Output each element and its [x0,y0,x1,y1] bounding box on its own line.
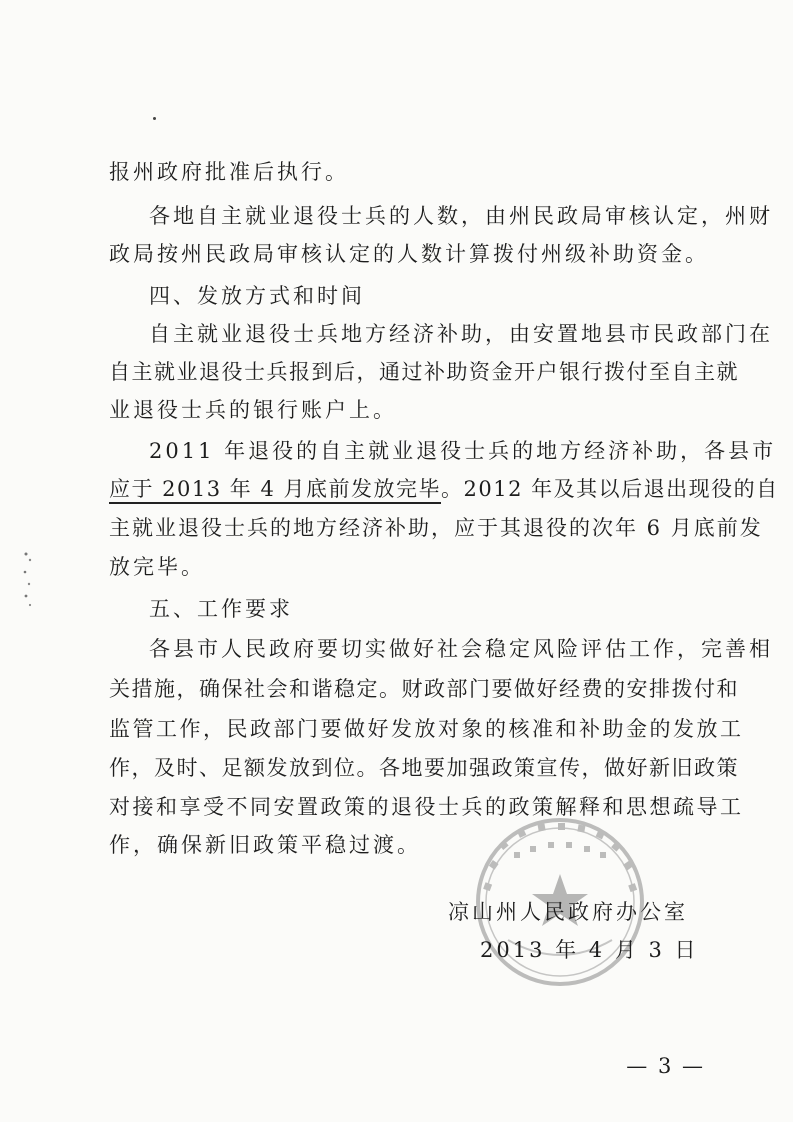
paragraph-line-3: 政局按州民政局审核认定的人数计算拨付州级补助资金。 [109,242,709,266]
section4-line-5-rest: 。2012 年及其以后退出现役的自 [441,477,779,501]
section5-line-4: 作，及时、足额发放到位。各地要加强政策宣传，做好新旧政策 [109,756,739,780]
scan-speck [153,117,156,120]
section4-line-6: 主就业退役士兵的地方经济补助，应于其退役的次年 6 月底前发 [109,516,763,540]
section5-line-2: 关措施，确保社会和谐稳定。财政部门要做好经费的安排拨付和 [109,677,739,701]
section4-line-3: 业退役士兵的银行账户上。 [109,398,397,422]
section5-line-6: 作，确保新旧政策平稳过渡。 [109,833,421,857]
section5-line-1: 各县市人民政府要切实做好社会稳定风险评估工作，完善相 [149,637,773,661]
section-heading-5: 五、工作要求 [149,597,293,621]
section4-line-5 [109,477,779,501]
section4-line-7: 放完毕。 [109,555,205,579]
section4-line-1: 自主就业退役士兵地方经济补助，由安置地县市民政部门在 [149,322,773,346]
section5-line-3: 监管工作，民政部门要做好发放对象的核准和补助金的发放工 [109,717,744,741]
issue-date: 2013 年 4 月 3 日 [480,938,699,962]
section5-line-5: 对接和享受不同安置政策的退役士兵的政策解释和思想疏导工 [109,795,744,819]
section4-line-2: 自主就业退役士兵报到后，通过补助资金开户银行拨付至自主就 [109,360,739,384]
paragraph-line-1: 报州政府批准后执行。 [109,160,349,184]
section4-line-4: 2011 年退役的自主就业退役士兵的地方经济补助，各县市 [149,439,777,463]
page-number: — 3 — [626,1054,705,1078]
underlined-deadline: 应于 2013 年 4 月底前发放完毕 [109,477,441,504]
paragraph-line-2: 各地自主就业退役士兵的人数，由州民政局审核认定，州财 [149,204,773,228]
issuing-office: 凉山州人民政府办公室 [448,900,688,924]
section-heading-4: 四、发放方式和时间 [149,284,365,308]
binding-marks [20,550,36,610]
